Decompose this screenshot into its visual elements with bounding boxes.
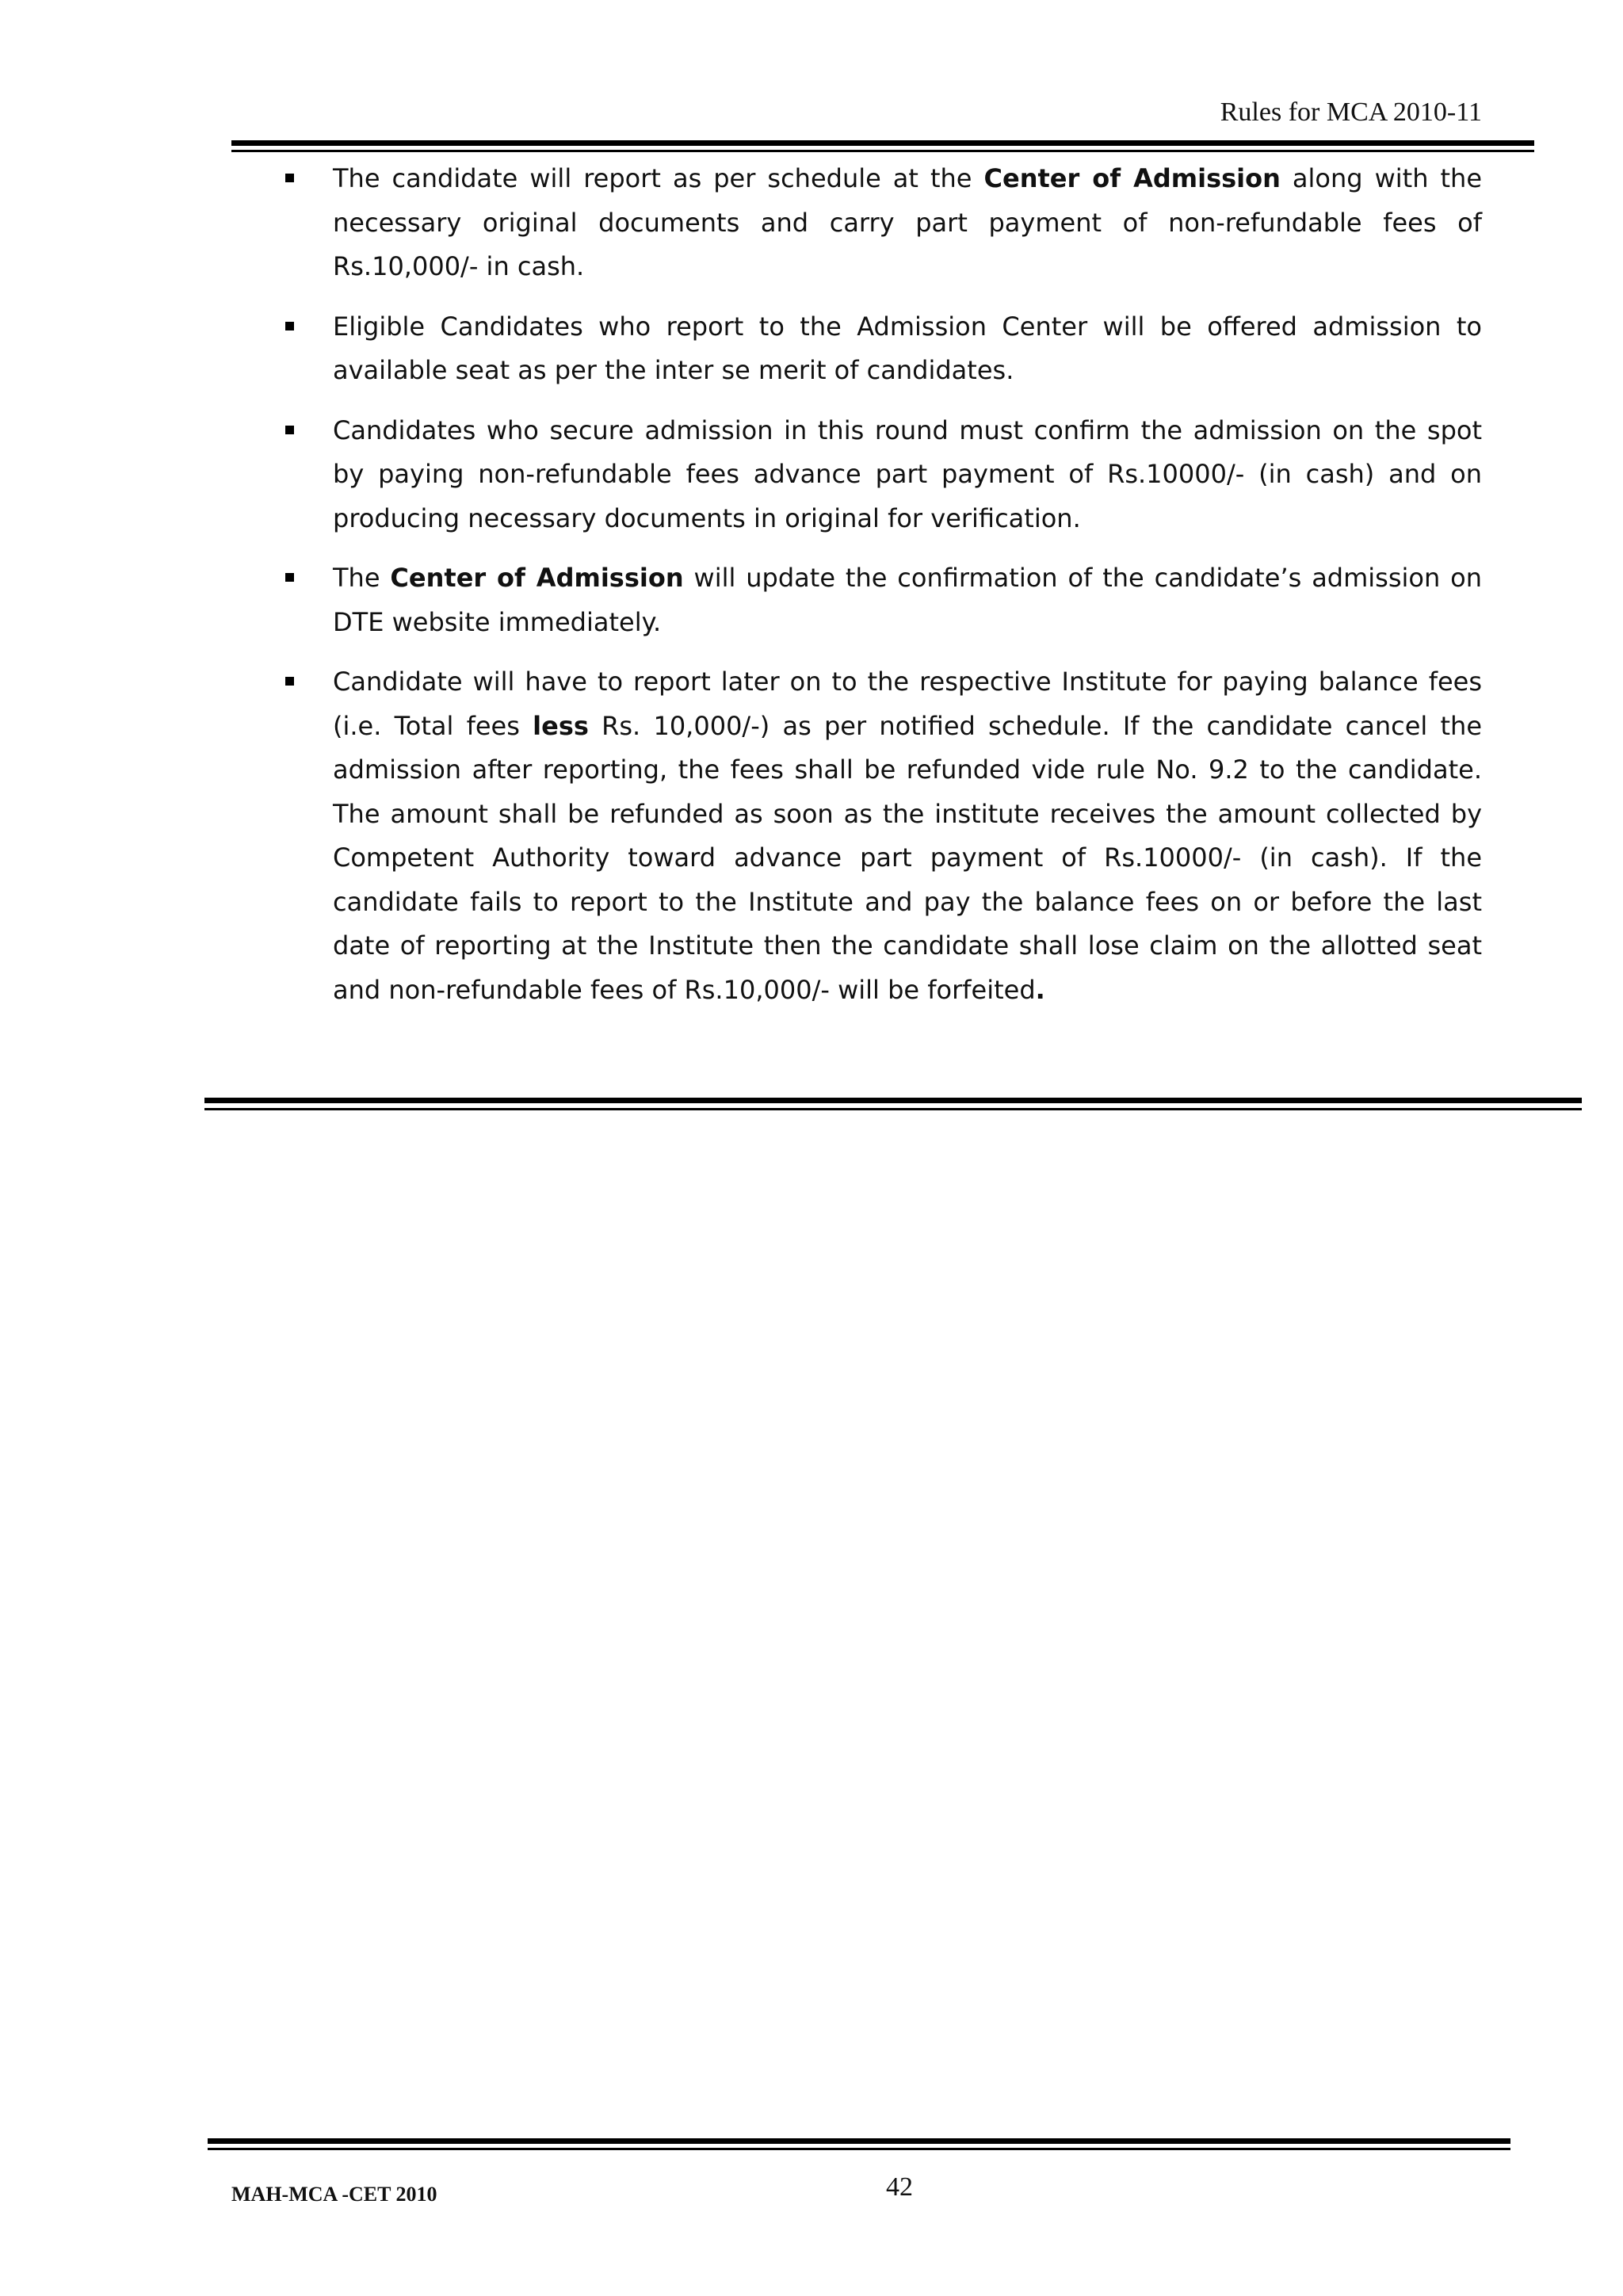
bullet-bold-text: less [533,710,589,741]
square-bullet-icon [285,426,294,434]
footer-exam-name: MAH-MCA -CET 2010 [231,2183,437,2206]
square-bullet-icon [285,174,294,182]
bullet-item [285,157,1482,289]
bullet-text: Candidate will have to report later on to the respective Institute for paying balance fees (i.e. Total fees [333,667,1482,741]
header-rule-thick [231,140,1534,146]
bullet-bold-text: Center of Admission [983,163,1281,193]
section-end-rule-thick [204,1098,1582,1103]
header-rule-thin [231,150,1534,152]
square-bullet-icon [285,322,294,330]
section-end-rule-thin [204,1108,1582,1110]
bullet-item [285,556,1482,644]
bullet-text: The candidate will report as per schedule at the [333,163,984,193]
bullet-text: The [333,563,391,593]
bullet-list [285,157,1482,1028]
bullet-item [285,660,1482,1012]
footer-rule-thick [208,2138,1510,2144]
bullet-text: along with the necessary original documents and carry part payment of non-refundable fees of Rs.10,000/- in cash. [333,163,1483,281]
bullet-bold-text: . [1035,974,1045,1005]
bullet-text: Eligible Candidates who report to the Admission Center will be offered admission to available seat as per the inter se merit of candidates. [333,311,1482,385]
bullet-bold-text: Center of Admission [390,563,684,593]
bullet-text: Candidates who secure admission in this round must confirm the admission on the spot by paying non-refundable fees advance part payment of Rs.10000/- (in cash) and on producing necessary documents in original for verification. [333,415,1482,533]
bullet-text: will update the confirmation of the candidate’s admission on DTE website immediately. [333,563,1483,637]
bullet-item [285,305,1482,393]
square-bullet-icon [285,573,294,582]
running-header: Rules for MCA 2010-11 [1220,97,1482,127]
bullet-text: Rs. 10,000/-) as per notified schedule. If the candidate cancel the admission after reporting, the fees shall be refunded vide rule No. 9.2 to the candidate. The amount shall be refunded as soon as the institute receives the amount collected by Competent Authority toward advance part payment of Rs.10000/- (in cash). If the candidate fails to report to the Institute and pay the balance fees on or before the last date of reporting at the Institute then the candidate shall lose claim on the allotted seat and non-refundable fees of Rs.10,000/- will be forfeited [333,710,1483,1005]
bullet-item [285,409,1482,541]
square-bullet-icon [285,677,294,686]
page-number: 42 [886,2172,913,2202]
footer-rule-thin [208,2148,1510,2150]
